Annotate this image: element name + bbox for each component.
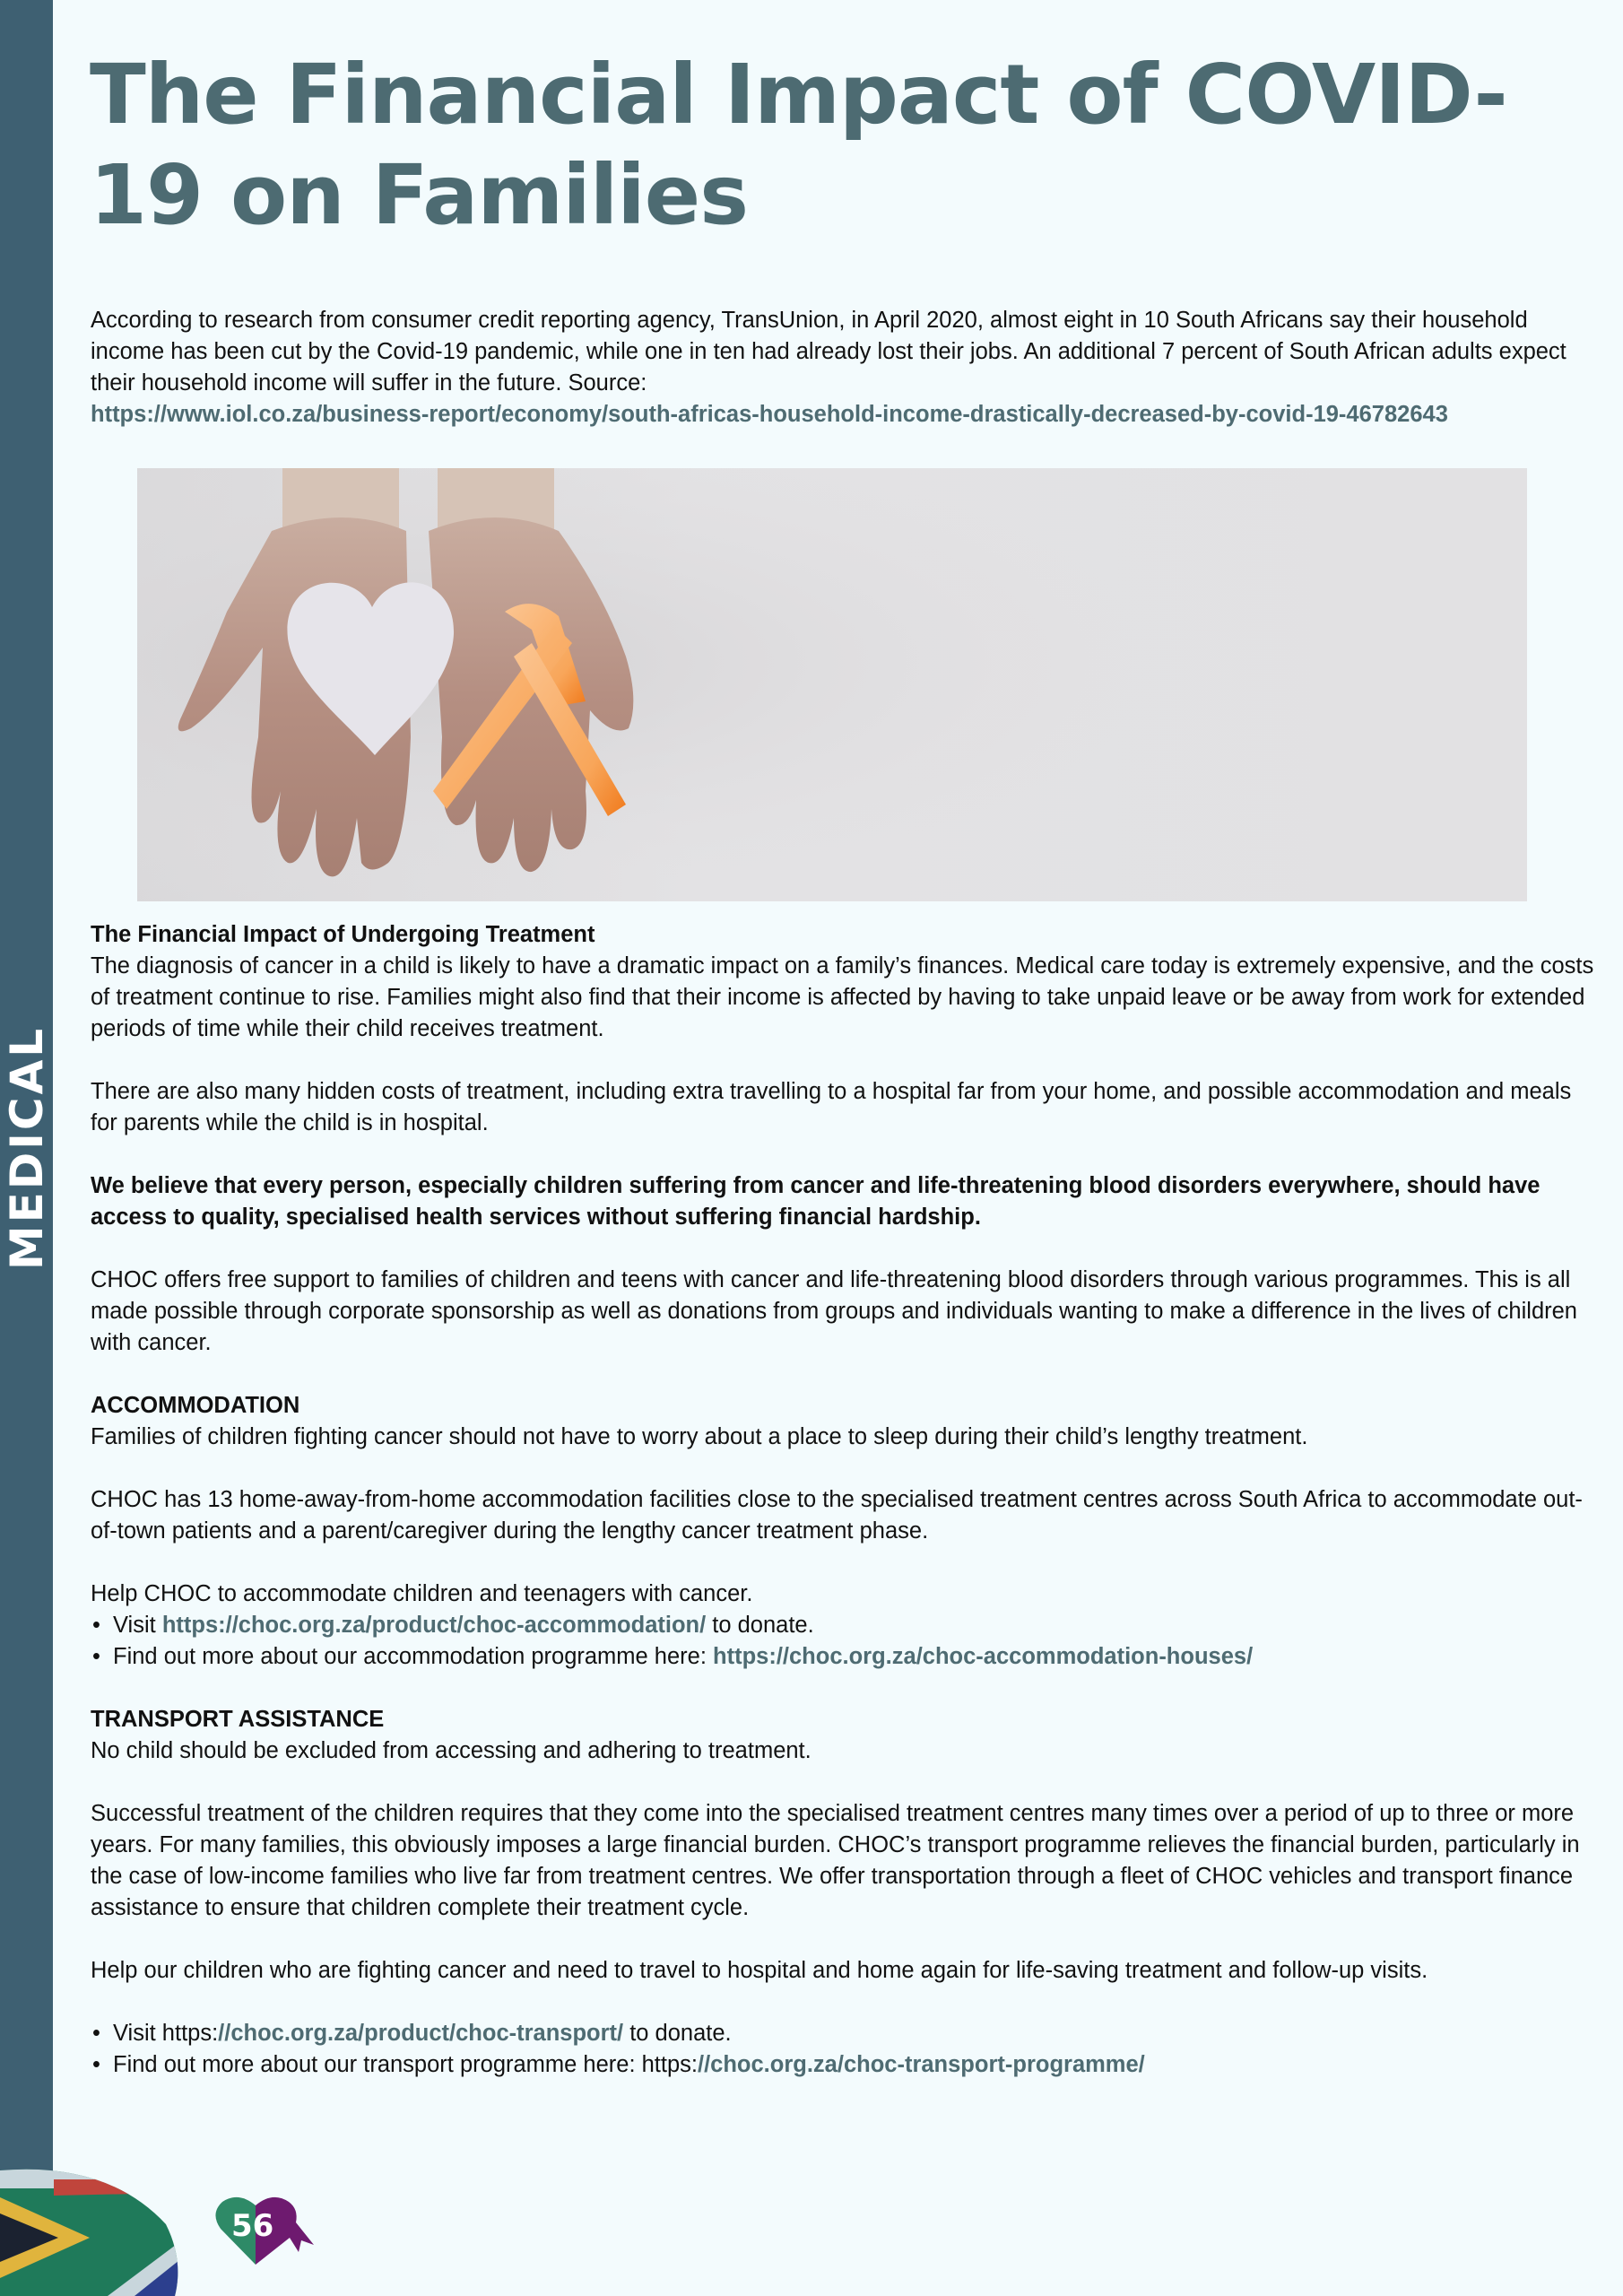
- intro-text: [91, 305, 1597, 430]
- accommodation-info-item: [91, 1641, 1597, 1673]
- accommodation-links: [91, 1610, 1597, 1673]
- accommodation-donate-link[interactable]: https://choc.org.za/product/choc-accommodation/: [161, 1613, 707, 1638]
- page-number: 56: [231, 2208, 274, 2244]
- transport-donate-link[interactable]: //choc.org.za/product/choc-transport/: [218, 2021, 624, 2046]
- accommodation-heading: ACCOMMODATION: [91, 1393, 300, 1418]
- intro-section: [91, 305, 1597, 430]
- transport-links: [91, 2018, 1597, 2081]
- bullet-suffix: to donate.: [623, 2021, 732, 2046]
- source-link[interactable]: https://www.iol.co.za/business-report/economy/south-africas-household-income-drastically-decreased-by-covid-19-46782643: [91, 402, 1448, 427]
- transport-info-item: [91, 2049, 1597, 2081]
- transport-heading: TRANSPORT ASSISTANCE: [91, 1707, 385, 1732]
- intro-paragraph: According to research from consumer credit reporting agency, TransUnion, in April 2020, almost eight in 10 South Africans say their household income has been cut by the Covid-19 pandemic, while one in ten had already lost their jobs. An additional 7 percent of South African adults expect their household income will suffer in the future. Source:: [91, 308, 1567, 396]
- accommodation-donate-item: [91, 1610, 1597, 1641]
- treatment-heading: The Financial Impact of Undergoing Treatment: [91, 922, 595, 947]
- bullet-prefix: Find out more about our accommodation programme here:: [113, 1644, 714, 1669]
- transport-help: Help our children who are fighting cancer and need to travel to hospital and home again for life-saving treatment and follow-up visits.: [91, 1958, 1428, 1983]
- bullet-prefix: Visit https:: [113, 2021, 219, 2046]
- accommodation-paragraph-2: CHOC has 13 home-away-from-home accommodation facilities close to the specialised treatment centres across South Africa to accommodate out-of-town patients and a parent/caregiver during the lengthy cancer treatment phase.: [91, 1487, 1583, 1544]
- transport-paragraph-2: Successful treatment of the children requires that they come into the specialised treatment centres many times over a period of up to three or more years. For many families, this obviously imposes a large financial burden. CHOC’s transport programme relieves the financial burden, particularly in the case of low-income families who live far from treatment centres. We offer transportation through a fleet of CHOC vehicles and transport finance assistance to ensure that children complete their treatment cycle.: [91, 1801, 1580, 1920]
- section-sidebar: [0, 0, 53, 2188]
- main-body: [91, 919, 1597, 2081]
- treatment-paragraph-1: The diagnosis of cancer in a child is likely to have a dramatic impact on a family’s finances. Medical care today is extremely expensive, and the costs of treatment continue to rise. Families might also find that their income is affected by having to take unpaid leave or be away from work for extended periods of time while their child receives treatment.: [91, 953, 1594, 1041]
- transport-programme-link[interactable]: //choc.org.za/choc-transport-programme/: [698, 2052, 1145, 2077]
- bullet-suffix: to donate.: [706, 1613, 814, 1638]
- accommodation-paragraph-1: Families of children fighting cancer should not have to worry about a place to sleep during their child’s lengthy treatment.: [91, 1424, 1308, 1449]
- accommodation-help: Help CHOC to accommodate children and teenagers with cancer.: [91, 1581, 753, 1606]
- treatment-paragraph-2: There are also many hidden costs of treatment, including extra travelling to a hospital far from your home, and possible accommodation and meals for parents while the child is in hospital.: [91, 1079, 1572, 1135]
- photo-illustration: [137, 468, 1527, 901]
- hands-heart-ribbon-photo: [137, 468, 1527, 901]
- bullet-prefix: Find out more about our transport programme here: https:: [113, 2052, 698, 2077]
- bullet-prefix: Visit: [113, 1613, 162, 1638]
- choc-support-paragraph: CHOC offers free support to families of children and teens with cancer and life-threatening blood disorders through various programmes. This is all made possible through corporate sponsorship as well as donations from groups and individuals wanting to make a difference in the lives of children with cancer.: [91, 1267, 1577, 1355]
- transport-donate-item: [91, 2018, 1597, 2049]
- section-label: [0, 1025, 53, 1271]
- transport-paragraph-1: No child should be excluded from accessing and adhering to treatment.: [91, 1738, 812, 1763]
- accommodation-houses-link[interactable]: https://choc.org.za/choc-accommodation-houses/: [713, 1644, 1254, 1669]
- section-label-text: MEDICAL: [0, 1025, 53, 1271]
- page-title: The Financial Impact of COVID-19 on Families: [90, 47, 1507, 243]
- south-africa-flag-icon: [0, 2144, 179, 2296]
- belief-statement: We believe that every person, especially children suffering from cancer and life-threatening blood disorders everywhere, should have access to quality, specialised health services without suffering financial hardship.: [91, 1173, 1541, 1230]
